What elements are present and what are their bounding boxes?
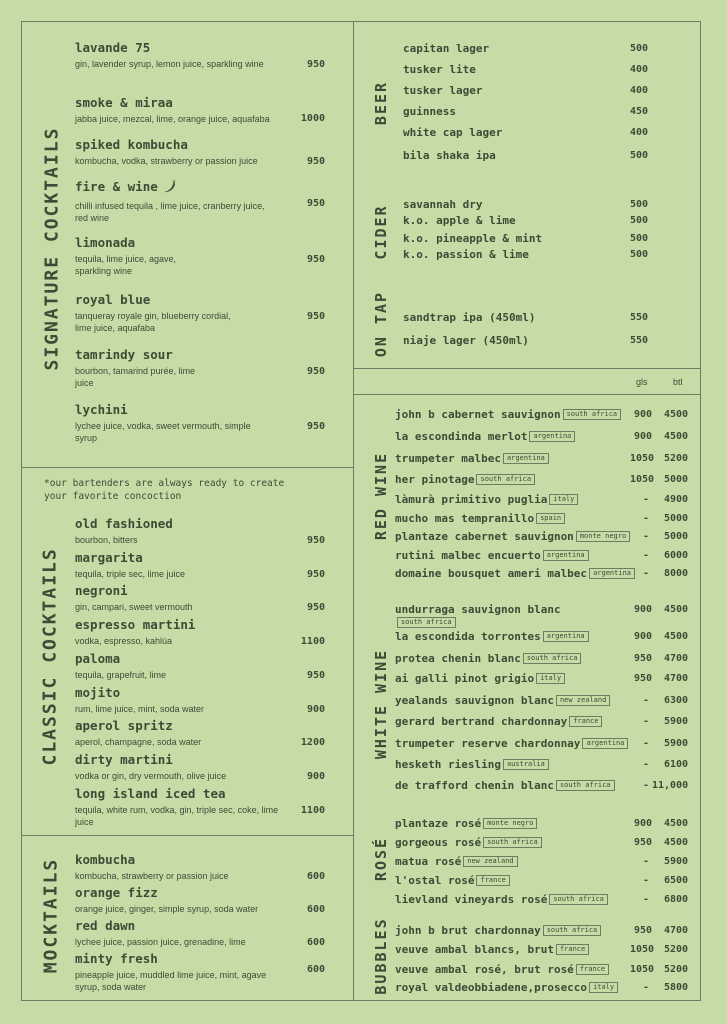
bottle-price: 5000 bbox=[664, 513, 689, 524]
cider-name: k.o. passion & lime bbox=[403, 248, 529, 261]
wine-row bbox=[395, 715, 602, 728]
menu-item bbox=[75, 885, 333, 915]
menu-item bbox=[75, 718, 333, 748]
section-title-rose: ROSÉ bbox=[372, 836, 390, 882]
wine-row bbox=[395, 963, 609, 976]
origin-tag: south africa bbox=[476, 474, 535, 485]
item-description: vodka, espresso, kahlúa bbox=[75, 636, 173, 646]
wine-name: john b cabernet sauvignon bbox=[395, 408, 561, 421]
beer-price: 500 bbox=[630, 150, 649, 161]
glass-price: 950 bbox=[634, 653, 653, 664]
item-price: 950 bbox=[306, 670, 325, 681]
beer-name: tusker lite bbox=[403, 63, 476, 76]
ontap-price: 550 bbox=[630, 312, 649, 323]
wine-name: hesketh riesling bbox=[395, 758, 501, 771]
item-name: paloma bbox=[75, 651, 121, 666]
item-price: 950 bbox=[306, 366, 325, 377]
item-description: tequila, white rum, vodka, gin, triple sec, coke, lime juice bbox=[75, 805, 279, 827]
bottle-price: 4500 bbox=[664, 818, 689, 829]
glass-price: - bbox=[643, 780, 650, 791]
glass-price: 950 bbox=[634, 837, 653, 848]
menu-item bbox=[75, 918, 333, 948]
origin-tag: france bbox=[556, 944, 589, 955]
item-name: espresso martini bbox=[75, 617, 196, 632]
ontap-name: niaje lager (450ml) bbox=[403, 334, 529, 347]
item-name: margarita bbox=[75, 550, 143, 565]
origin-tag: south africa bbox=[543, 925, 602, 936]
beer-name: capitan lager bbox=[403, 42, 490, 55]
item-price: 600 bbox=[306, 871, 325, 882]
item-name: tamrindy sour bbox=[75, 347, 173, 362]
wine-row bbox=[395, 530, 630, 543]
item-price: 950 bbox=[306, 421, 325, 432]
menu-item bbox=[75, 179, 333, 224]
menu-item bbox=[75, 752, 333, 782]
section-title-bubbles: BUBBLES bbox=[372, 917, 390, 995]
wine-row bbox=[395, 694, 610, 707]
menu-item bbox=[75, 786, 333, 828]
menu-item bbox=[75, 292, 333, 334]
item-name bbox=[75, 179, 333, 198]
origin-tag: argentina bbox=[543, 631, 589, 642]
item-price: 900 bbox=[306, 771, 325, 782]
cider-name: savannah dry bbox=[403, 198, 483, 211]
item-name: orange fizz bbox=[75, 885, 158, 900]
origin-tag: south africa bbox=[556, 780, 615, 791]
glass-price: 1050 bbox=[630, 474, 655, 485]
wine-row bbox=[395, 408, 621, 421]
glass-price: 900 bbox=[634, 431, 653, 442]
origin-tag: new zealand bbox=[463, 856, 517, 867]
divider-signature-classic bbox=[21, 467, 353, 468]
origin-tag: australia bbox=[503, 759, 549, 770]
item-description: tequila, lime juice, agave, sparkling wine bbox=[75, 254, 177, 276]
item-name: long island iced tea bbox=[75, 786, 226, 801]
wine-row bbox=[395, 493, 578, 506]
bottle-price: 4500 bbox=[664, 409, 689, 420]
divider-classic-mocktails bbox=[21, 835, 353, 836]
wine-name: l'ostal rosé bbox=[395, 874, 475, 887]
divider-wine-header bbox=[353, 394, 701, 395]
item-description: chilli infused tequila , lime juice, cranberry juice, red wine bbox=[75, 201, 265, 223]
bottle-price: 6100 bbox=[664, 759, 689, 770]
beer-name: guinness bbox=[403, 105, 456, 118]
item-price: 950 bbox=[306, 602, 325, 613]
origin-tag: france bbox=[476, 875, 509, 886]
wine-name: rutini malbec encuerto bbox=[395, 549, 541, 562]
cider-name: k.o. apple & lime bbox=[403, 214, 516, 227]
menu-item bbox=[75, 550, 333, 580]
menu-item bbox=[75, 852, 333, 882]
glass-price: 950 bbox=[634, 673, 653, 684]
item-name-text: fire & wine bbox=[75, 179, 158, 194]
wine-name: plantaze rosé bbox=[395, 817, 482, 830]
bottle-header: btl bbox=[673, 377, 683, 387]
wine-name: mucho mas tempranillo bbox=[395, 512, 535, 525]
item-price: 900 bbox=[306, 704, 325, 715]
wine-name: domaine bousquet ameri malbec bbox=[395, 567, 588, 580]
cider-price: 500 bbox=[630, 215, 649, 226]
item-price: 1200 bbox=[300, 737, 325, 748]
wine-name: trumpeter reserve chardonnay bbox=[395, 737, 581, 750]
wine-name: veuve ambal blancs, brut bbox=[395, 943, 554, 956]
wine-row bbox=[395, 779, 615, 792]
wine-name: trumpeter malbec bbox=[395, 452, 501, 465]
item-price: 950 bbox=[306, 156, 325, 167]
bottle-price: 4700 bbox=[664, 925, 689, 936]
menu-item bbox=[75, 617, 333, 647]
glass-price: - bbox=[643, 513, 650, 524]
item-name: lychini bbox=[75, 402, 128, 417]
item-price: 950 bbox=[306, 569, 325, 580]
divider-beer-wine bbox=[353, 368, 701, 369]
item-description: bourbon, tamarind purée, lime juice bbox=[75, 366, 196, 388]
ontap-name: sandtrap ipa (450ml) bbox=[403, 311, 536, 324]
item-description: tequila, grapefruit, lime bbox=[75, 670, 167, 680]
item-price: 1000 bbox=[300, 113, 325, 124]
bottle-price: 5000 bbox=[664, 531, 689, 542]
bottle-price: 4700 bbox=[664, 673, 689, 684]
glass-price: - bbox=[643, 856, 650, 867]
wine-row bbox=[395, 836, 542, 849]
item-price: 950 bbox=[306, 311, 325, 322]
item-name: kombucha bbox=[75, 852, 136, 867]
wine-name: undurraga sauvignon blanc bbox=[395, 603, 561, 616]
cider-price: 500 bbox=[630, 249, 649, 260]
bottle-price: 5900 bbox=[664, 738, 689, 749]
wine-row bbox=[395, 672, 565, 685]
beer-price: 400 bbox=[630, 127, 649, 138]
origin-tag: france bbox=[576, 964, 609, 975]
wine-row bbox=[395, 549, 589, 562]
origin-tag: south africa bbox=[397, 617, 456, 628]
bottle-price: 6500 bbox=[664, 875, 689, 886]
wine-row bbox=[395, 817, 537, 830]
wine-row bbox=[395, 512, 565, 525]
menu-item bbox=[75, 235, 333, 277]
origin-tag: argentina bbox=[529, 431, 575, 442]
bartender-note: *our bartenders are always ready to create your favorite concoction bbox=[44, 478, 285, 502]
item-description: kombucha, strawberry or passion juice bbox=[75, 871, 229, 881]
beer-price: 500 bbox=[630, 43, 649, 54]
wine-name: yealands sauvignon blanc bbox=[395, 694, 554, 707]
wine-name: veuve ambal rosé, brut rosé bbox=[395, 963, 574, 976]
beer-name: bila shaka ipa bbox=[403, 149, 496, 162]
item-price: 950 bbox=[306, 254, 325, 265]
item-name: old fashioned bbox=[75, 516, 173, 531]
beer-price: 400 bbox=[630, 64, 649, 75]
item-description: lychee juice, passion juice, grenadine, lime bbox=[75, 937, 246, 947]
wine-name: john b brut chardonnay bbox=[395, 924, 541, 937]
origin-tag: new zealand bbox=[556, 695, 610, 706]
menu-item bbox=[75, 95, 333, 125]
wine-row bbox=[395, 893, 608, 906]
item-description: orange juice, ginger, simple syrup, soda water bbox=[75, 904, 259, 914]
ontap-price: 550 bbox=[630, 335, 649, 346]
cider-name: k.o. pineapple & mint bbox=[403, 232, 543, 245]
wine-name: lievland vineyards rosé bbox=[395, 893, 548, 906]
bottle-price: 5900 bbox=[664, 716, 689, 727]
bottle-price: 4700 bbox=[664, 653, 689, 664]
wine-row bbox=[395, 652, 581, 665]
item-name: smoke & miraa bbox=[75, 95, 173, 110]
wine-name: her pinotage bbox=[395, 473, 475, 486]
section-title-white-wine: WHITE WINE bbox=[372, 648, 390, 760]
glass-price: 900 bbox=[634, 631, 653, 642]
glass-price: 900 bbox=[634, 409, 653, 420]
menu-item bbox=[75, 402, 333, 444]
bottle-price: 6300 bbox=[664, 695, 689, 706]
item-description: jabba juice, mezcal, lime, orange juice, aquafaba bbox=[75, 114, 270, 124]
menu-item bbox=[75, 516, 333, 546]
glass-price: - bbox=[643, 738, 650, 749]
item-description: kombucha, vodka, strawberry or passion juice bbox=[75, 156, 258, 166]
item-description: tequila, triple sec, lime juice bbox=[75, 569, 186, 579]
origin-tag: south africa bbox=[483, 837, 542, 848]
glass-price: - bbox=[643, 982, 650, 993]
glass-price: - bbox=[643, 568, 650, 579]
item-price: 600 bbox=[306, 904, 325, 915]
item-description: vodka or gin, dry vermouth, olive juice bbox=[75, 771, 227, 781]
chili-pepper-icon bbox=[161, 180, 177, 198]
menu-item bbox=[75, 137, 333, 167]
origin-tag: monte negro bbox=[483, 818, 537, 829]
wine-name: plantaze cabernet sauvignon bbox=[395, 530, 574, 543]
glass-price: 950 bbox=[634, 925, 653, 936]
origin-tag: italy bbox=[536, 673, 565, 684]
section-title-mocktails: MOCKTAILS bbox=[40, 857, 62, 974]
section-title-signature: SIGNATURE COCKTAILS bbox=[41, 126, 63, 371]
wine-name: la escondida torrontes bbox=[395, 630, 541, 643]
section-title-beer: BEER bbox=[372, 80, 390, 126]
item-name: royal blue bbox=[75, 292, 151, 307]
wine-name: gerard bertrand chardonnay bbox=[395, 715, 568, 728]
glass-header: gls bbox=[636, 377, 648, 387]
origin-tag: france bbox=[569, 716, 602, 727]
bottle-price: 4500 bbox=[664, 837, 689, 848]
item-name: negroni bbox=[75, 583, 128, 598]
wine-row bbox=[395, 567, 635, 580]
item-description: bourbon, bitters bbox=[75, 535, 138, 545]
item-description: tanqueray royale gin, blueberry cordial, lime juice, aquafaba bbox=[75, 311, 231, 333]
bottle-price: 8000 bbox=[664, 568, 689, 579]
item-description: rum, lime juice, mint, soda water bbox=[75, 704, 205, 714]
section-title-ontap: ON TAP bbox=[372, 290, 390, 358]
bottle-price: 5200 bbox=[664, 944, 689, 955]
origin-tag: south africa bbox=[523, 653, 582, 664]
item-name: mojito bbox=[75, 685, 121, 700]
bottle-price: 4500 bbox=[664, 604, 689, 615]
cider-price: 500 bbox=[630, 233, 649, 244]
wine-row bbox=[395, 473, 535, 486]
origin-tag: argentina bbox=[589, 568, 635, 579]
origin-tag: italy bbox=[549, 494, 578, 505]
bottle-price: 5900 bbox=[664, 856, 689, 867]
glass-price: 1050 bbox=[630, 964, 655, 975]
wine-row bbox=[395, 758, 549, 771]
bottle-price: 5200 bbox=[664, 964, 689, 975]
wine-row bbox=[395, 603, 561, 629]
item-name: spiked kombucha bbox=[75, 137, 188, 152]
wine-name: ai galli pinot grigio bbox=[395, 672, 535, 685]
origin-tag: argentina bbox=[543, 550, 589, 561]
item-description: gin, campari, sweet vermouth bbox=[75, 602, 193, 612]
wine-row bbox=[395, 855, 518, 868]
item-description: pineapple juice, muddled lime juice, mint, agave syrup, soda water bbox=[75, 970, 267, 992]
origin-tag: spain bbox=[536, 513, 565, 524]
column-divider bbox=[353, 21, 354, 1001]
glass-price: - bbox=[643, 875, 650, 886]
section-title-classic: CLASSIC COCKTAILS bbox=[39, 547, 61, 766]
glass-price: - bbox=[643, 695, 650, 706]
item-price: 950 bbox=[306, 59, 325, 70]
wine-row bbox=[395, 430, 575, 443]
origin-tag: italy bbox=[589, 982, 618, 993]
wine-name: làmurà primitivo puglia bbox=[395, 493, 548, 506]
glass-price: 1050 bbox=[630, 944, 655, 955]
glass-price: - bbox=[643, 494, 650, 505]
wine-row bbox=[395, 874, 510, 887]
cider-price: 500 bbox=[630, 199, 649, 210]
glass-price: - bbox=[643, 550, 650, 561]
wine-row bbox=[395, 630, 589, 643]
item-price: 600 bbox=[306, 937, 325, 948]
wine-name: royal valdeobbiadene,prosecco bbox=[395, 981, 588, 994]
beer-name: white cap lager bbox=[403, 126, 503, 139]
wine-row bbox=[395, 981, 618, 994]
item-description: aperol, champagne, soda water bbox=[75, 737, 202, 747]
wine-row bbox=[395, 943, 589, 956]
bottle-price: 4900 bbox=[664, 494, 689, 505]
bottle-price: 4500 bbox=[664, 631, 689, 642]
item-price: 950 bbox=[306, 535, 325, 546]
item-price: 1100 bbox=[300, 636, 325, 647]
wine-name: gorgeous rosé bbox=[395, 836, 482, 849]
wine-row bbox=[395, 924, 601, 937]
bottle-price: 4500 bbox=[664, 431, 689, 442]
bottle-price: 5800 bbox=[664, 982, 689, 993]
glass-price: - bbox=[643, 716, 650, 727]
item-name: aperol spritz bbox=[75, 718, 173, 733]
glass-price: 900 bbox=[634, 604, 653, 615]
glass-price: - bbox=[643, 894, 650, 905]
item-price: 600 bbox=[306, 964, 325, 975]
origin-tag: argentina bbox=[503, 453, 549, 464]
wine-name: matua rosé bbox=[395, 855, 462, 868]
item-description: gin, lavender syrup, lemon juice, sparkling wine bbox=[75, 59, 264, 69]
wine-name: la escondinda merlot bbox=[395, 430, 528, 443]
menu-item bbox=[75, 951, 333, 993]
item-name: red dawn bbox=[75, 918, 136, 933]
bottle-price: 11,000 bbox=[652, 780, 689, 791]
item-price: 1100 bbox=[300, 805, 325, 816]
bottle-price: 6800 bbox=[664, 894, 689, 905]
menu-item bbox=[75, 651, 333, 681]
bottle-price: 6000 bbox=[664, 550, 689, 561]
beer-name: tusker lager bbox=[403, 84, 483, 97]
item-name: dirty martini bbox=[75, 752, 173, 767]
glass-price: 900 bbox=[634, 818, 653, 829]
glass-price: - bbox=[643, 759, 650, 770]
origin-tag: south africa bbox=[563, 409, 622, 420]
wine-row bbox=[395, 737, 628, 750]
item-name: minty fresh bbox=[75, 951, 158, 966]
bottle-price: 5200 bbox=[664, 453, 689, 464]
menu-item bbox=[75, 347, 333, 389]
glass-price: - bbox=[643, 531, 650, 542]
origin-tag: monte negro bbox=[576, 531, 630, 542]
item-name: limonada bbox=[75, 235, 136, 250]
item-price: 950 bbox=[306, 198, 325, 209]
wine-name: protea chenin blanc bbox=[395, 652, 521, 665]
wine-row bbox=[395, 452, 549, 465]
menu-item bbox=[75, 583, 333, 613]
beer-price: 450 bbox=[630, 106, 649, 117]
wine-name: de trafford chenin blanc bbox=[395, 779, 554, 792]
item-name: lavande 75 bbox=[75, 40, 151, 55]
bottle-price: 5000 bbox=[664, 474, 689, 485]
menu-item bbox=[75, 685, 333, 715]
origin-tag: argentina bbox=[582, 738, 628, 749]
glass-price: 1050 bbox=[630, 453, 655, 464]
menu-item bbox=[75, 40, 333, 70]
beer-price: 400 bbox=[630, 85, 649, 96]
item-description: lychee juice, vodka, sweet vermouth, simple syrup bbox=[75, 421, 251, 443]
section-title-cider: CIDER bbox=[372, 204, 390, 260]
section-title-red-wine: RED WINE bbox=[372, 451, 390, 541]
origin-tag: south africa bbox=[549, 894, 608, 905]
